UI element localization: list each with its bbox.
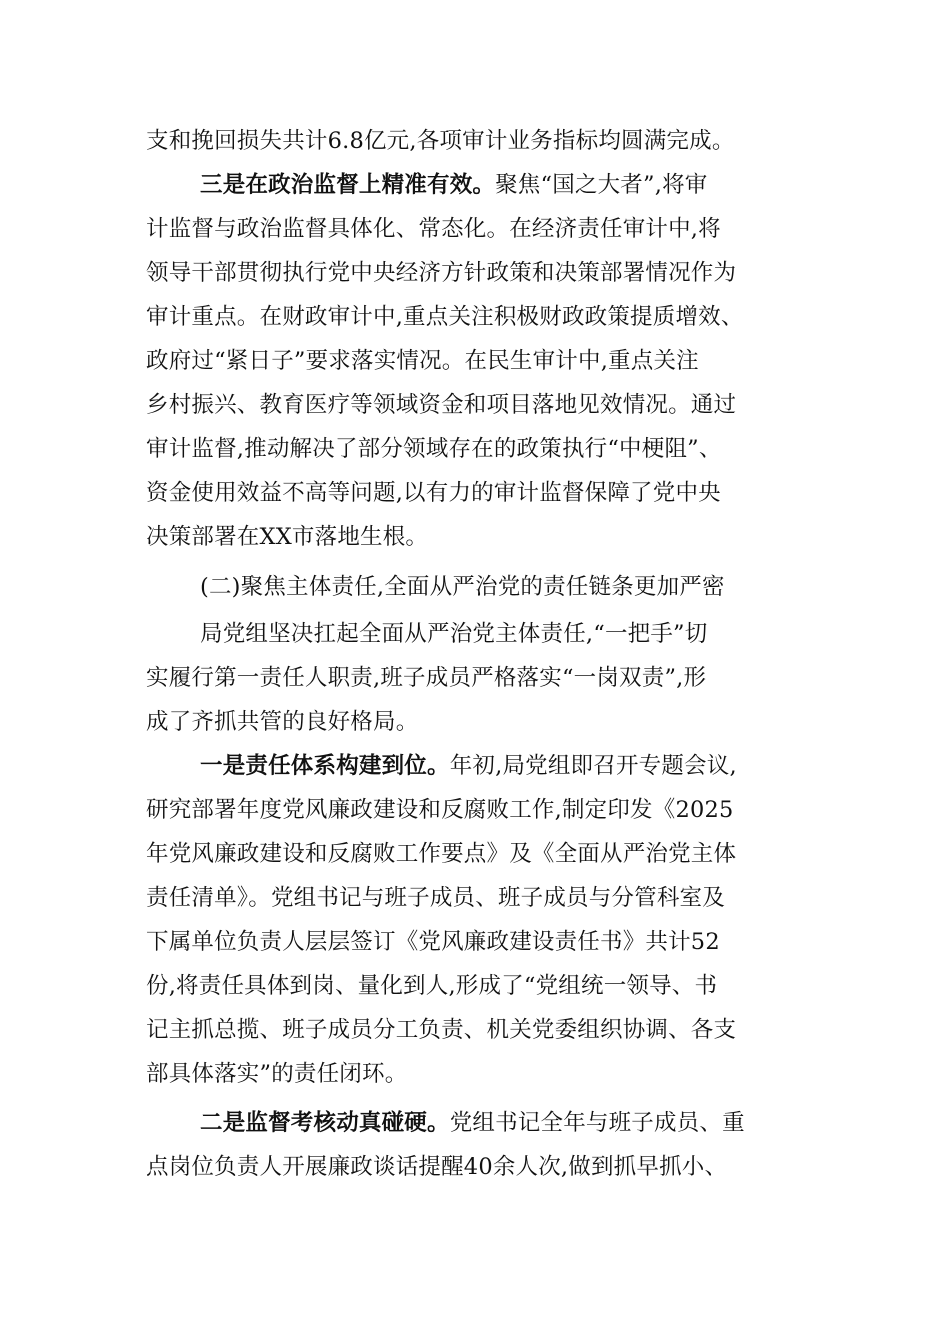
paragraph-line (146, 964, 810, 1008)
paragraph-line (200, 1101, 810, 1145)
paragraph-line (146, 383, 810, 427)
line-text: 乡村振兴、教育医疗等领域资金和项目落地见效情况。通过 (146, 392, 737, 418)
line-text: 支和挽回损失共计6.8亿元,各项审计业务指标均圆满完成。 (146, 128, 735, 154)
line-text: 研究部署年度党风廉政建设和反腐败工作,制定印发《2025 (146, 797, 734, 823)
paragraph-line (146, 1008, 810, 1052)
line-text: 审计监督,推动解决了部分领域存在的政策执行“中梗阻”、 (146, 436, 722, 462)
section-heading (200, 565, 810, 609)
bold-lead: 一是责任体系构建到位。 (200, 753, 450, 779)
bold-lead: 三是在政治监督上精准有效。 (200, 172, 496, 198)
line-text: 部具体落实”的责任闭环。 (146, 1061, 408, 1087)
paragraph-line (146, 471, 810, 515)
line-text: 政府过“紧日子”要求落实情况。在民生审计中,重点关注 (146, 348, 699, 374)
line-text: 决策部署在XX市落地生根。 (146, 524, 429, 550)
line-text: 局党组坚决扛起全面从严治党主体责任,“一把手”切 (200, 621, 708, 647)
line-text: 资金使用效益不高等问题,以有力的审计监督保障了党中央 (146, 480, 721, 506)
paragraph-line (146, 119, 810, 163)
bold-lead: 二是监督考核动真碰硬。 (200, 1110, 450, 1136)
paragraph-line (146, 295, 810, 339)
paragraph-line (200, 744, 810, 788)
line-text: 下属单位负责人层层签订《党风廉政建设责任书》共计52 (146, 929, 720, 955)
line-text: 成了齐抓共管的良好格局。 (146, 709, 419, 735)
line-text: 年初,局党组即召开专题会议, (449, 753, 737, 779)
line-text: 聚焦“国之大者”,将审 (495, 172, 708, 198)
line-text: 责任清单》。党组书记与班子成员、班子成员与分管科室及 (146, 885, 725, 911)
paragraph-line (146, 700, 810, 744)
line-text: 记主抓总揽、班子成员分工负责、机关党委组织协调、各支 (146, 1017, 737, 1043)
line-text: 实履行第一责任人职责,班子成员严格落实“一岗双责”,形 (146, 665, 707, 691)
paragraph-line (146, 920, 810, 964)
paragraph-line (146, 515, 810, 559)
paragraph-line (146, 339, 810, 383)
paragraph-line (146, 876, 810, 920)
paragraph-line (200, 163, 810, 207)
paragraph-line (146, 656, 810, 700)
paragraph-line (146, 207, 810, 251)
line-text: 计监督与政治监督具体化、常态化。在经济责任审计中,将 (146, 216, 721, 242)
paragraph-line (146, 427, 810, 471)
paragraph-line (200, 612, 810, 656)
line-text: 份,将责任具体到岗、量化到人,形成了“党组统一领导、书 (146, 973, 718, 999)
paragraph-line (146, 1145, 810, 1189)
line-text: 审计重点。在财政审计中,重点关注积极财政政策提质增效、 (146, 304, 744, 330)
line-text: 领导干部贯彻执行党中央经济方针政策和决策部署情况作为 (146, 260, 737, 286)
line-text: 党组书记全年与班子成员、重 (449, 1110, 745, 1136)
paragraph-line (146, 251, 810, 295)
paragraph-line (146, 1052, 810, 1096)
paragraph-line (146, 832, 810, 876)
paragraph-line (146, 788, 810, 832)
heading-text: (二)聚焦主体责任,全面从严治党的责任链条更加严密 (200, 574, 725, 600)
line-text: 年党风廉政建设和反腐败工作要点》及《全面从严治党主体 (146, 841, 737, 867)
line-text: 点岗位负责人开展廉政谈话提醒40余人次,做到抓早抓小、 (146, 1154, 728, 1180)
